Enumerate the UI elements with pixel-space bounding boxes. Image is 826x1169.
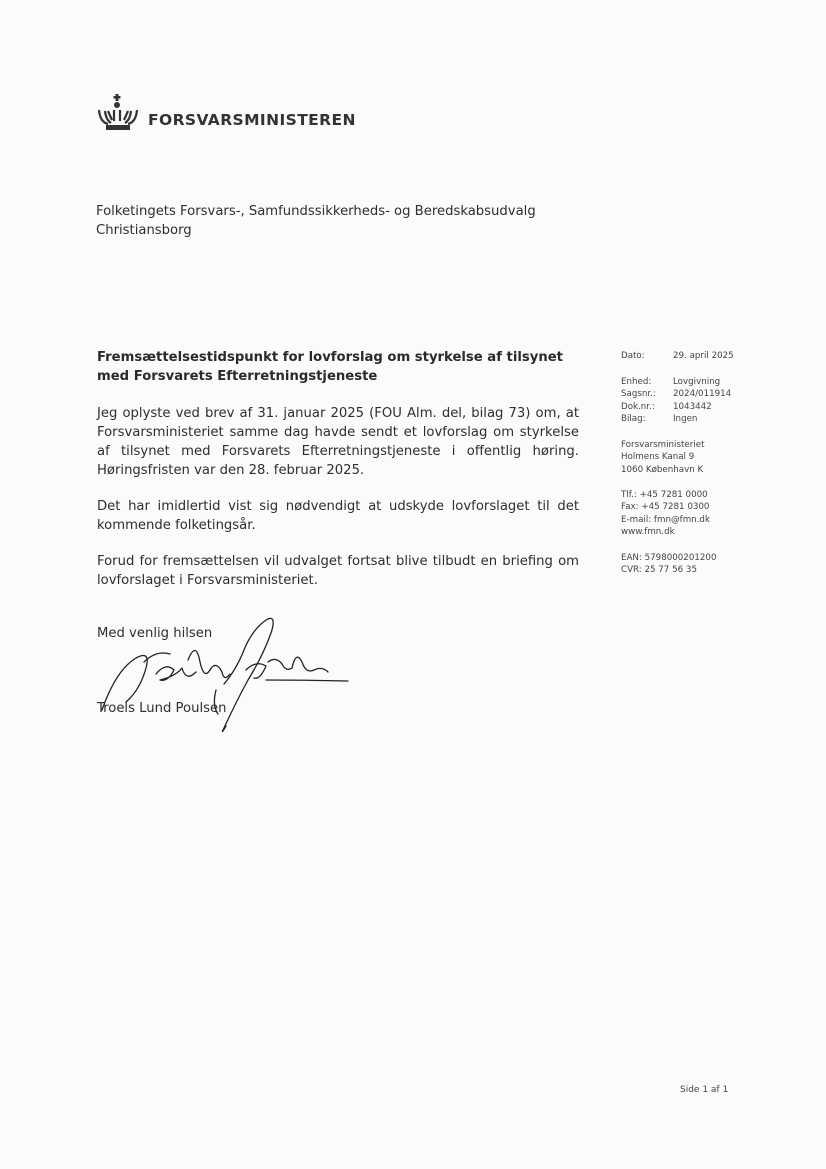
letterhead-logo — [96, 94, 356, 132]
case-number-value: 2024/011914 — [673, 389, 732, 400]
attachments-value: Ingen — [673, 413, 698, 424]
recipient-line-1: Folketingets Forsvars-, Samfundssikkerheds- og Beredskabsudvalg — [96, 204, 536, 219]
date-value: 29. april 2025 — [673, 351, 734, 361]
crown-icon — [96, 94, 140, 132]
cvr-number: CVR: 25 77 56 35 — [621, 565, 697, 576]
signer-name: Troels Lund Poulsen — [97, 701, 227, 716]
address-city: 1060 København K — [621, 464, 704, 475]
date-block — [621, 350, 734, 362]
letter-heading — [97, 348, 597, 386]
organization-name: FORSVARSMINISTEREN — [148, 110, 356, 129]
heading-line-1: Fremsættelsestidspunkt for lovforslag om styrkelse af tilsynet — [97, 350, 563, 365]
attachments-label: Bilag: — [621, 413, 646, 424]
sender-address-block — [621, 439, 704, 476]
case-info-block — [621, 376, 731, 425]
body-paragraph-2: Det har imidlertid vist sig nødvendigt at udskyde lovforslaget til det kommende folketingsår. — [97, 499, 579, 533]
body-paragraph-3: Forud for fremsættelsen vil udvalget fortsat blive tilbudt en briefing om lovforslaget i Forsvarsministeriet. — [97, 554, 579, 588]
recipient-line-2: Christiansborg — [96, 223, 192, 238]
document-number-label: Dok.nr.: — [621, 401, 655, 412]
case-number-label: Sagsnr.: — [621, 389, 656, 400]
address-street: Holmens Kanal 9 — [621, 452, 695, 463]
body-paragraph-1: Jeg oplyste ved brev af 31. januar 2025 (FOU Alm. del, bilag 73) om, at Forsvarsministeriet samme dag havde sendt et lovforslag om styrkelse af tilsynet med Forsvarets Efterretningstjeneste i offentlig høring. Høringsfristen var den 28. februar 2025. — [97, 406, 579, 478]
unit-value: Lovgivning — [673, 377, 721, 387]
ean-number: EAN: 5798000201200 — [621, 553, 717, 563]
unit-label: Enhed: — [621, 377, 652, 387]
closing-salutation: Med venlig hilsen — [97, 626, 213, 641]
phone-number: Tlf.: +45 7281 0000 — [621, 490, 708, 500]
fax-number: Fax: +45 7281 0300 — [621, 502, 710, 513]
handwritten-signature — [96, 610, 366, 740]
contact-block — [621, 489, 710, 538]
address-name: Forsvarsministeriet — [621, 440, 705, 450]
website: www.fmn.dk — [621, 526, 675, 537]
date-label: Dato: — [621, 351, 645, 361]
email-address: E-mail: fmn@fmn.dk — [621, 514, 710, 525]
recipient-address — [96, 202, 536, 240]
page-number: Side 1 af 1 — [680, 1085, 729, 1095]
heading-line-2: med Forsvarets Efterretningstjeneste — [97, 369, 378, 384]
document-number-value: 1043442 — [673, 401, 712, 412]
registration-block — [621, 552, 716, 577]
